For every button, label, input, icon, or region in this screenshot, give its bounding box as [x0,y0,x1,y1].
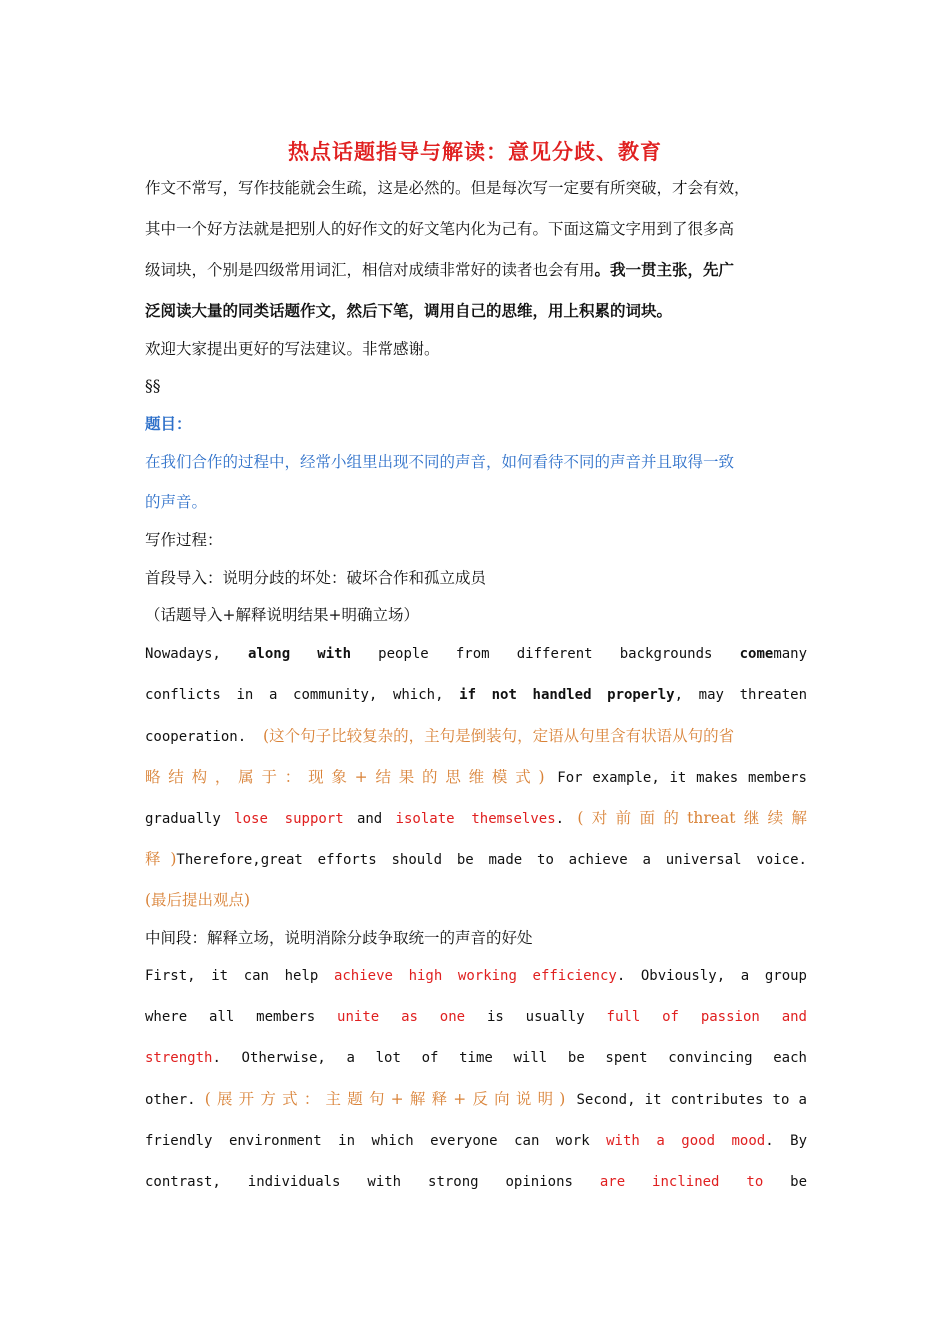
intro-line-3-text: 级词块，个别是四级常用词汇，相信对成绩非常好的读者也会有用 [145,261,595,279]
come-many [740,646,807,662]
word: and [356,811,383,827]
word: Nowadays, [145,646,221,662]
topic-label: 题目： [145,414,192,433]
word-highlight: mood [731,1133,766,1149]
para2-line-2 [145,1006,807,1028]
word: can [514,1133,540,1149]
word-highlight: as [401,1009,418,1025]
word: will [513,1050,548,1066]
word: a [268,687,278,703]
word: people [378,646,429,662]
word: a [798,1092,807,1108]
word: it [669,770,687,786]
word: For [557,770,583,786]
word: be [790,1174,808,1190]
word: gradually [145,811,221,827]
word: . Obviously, [616,968,726,984]
word: threaten [739,687,807,703]
word-highlight: to [746,1174,764,1190]
section-mark: §§ [145,377,161,395]
word: group [764,968,807,984]
word: different [516,646,593,662]
intro-line-4: 泛阅读大量的同类话题作文，然后下笔，调用自己的思维，用上积累的词块。 [145,301,673,320]
isolate-phrase [396,811,565,827]
word: may [698,687,724,703]
para1-line-6 [145,848,807,871]
word-highlight: with [606,1133,640,1149]
word: efforts [317,852,377,868]
para2-line-6 [145,1171,807,1193]
word: from [455,646,490,662]
word: to [772,1092,790,1108]
para2-heading: 中间段：解释立场，说明消除分歧争取统一的声音的好处 [145,929,533,947]
intro-line-5: 欢迎大家提出更好的写法建议。非常感谢。 [145,340,440,358]
word: to [537,852,554,868]
word: it [644,1092,662,1108]
word: makes [696,770,739,786]
word: should [391,852,443,868]
word: contrast, [145,1174,221,1190]
annotation-note: 释) [145,850,177,868]
para2-line-4 [145,1088,807,1111]
word: . By [765,1133,807,1149]
word: opinions [505,1174,573,1190]
topic-line-2: 的声音。 [145,493,208,511]
word-highlight: one [439,1009,466,1025]
intro-line-1: 作文不常写，写作技能就会生疏，这是必然的。但是每次写一定要有所突破，才会有效， [145,179,750,197]
annotation-note: (展开方式：主题句+解释+反向说明) [204,1090,568,1108]
word-highlight: a [656,1133,665,1149]
word: example, [592,770,660,786]
word-highlight: unite [337,1009,380,1025]
punct: . [555,811,565,827]
word: a [642,852,651,868]
word: work [555,1133,590,1149]
phrase-highlight: lose support [234,811,344,827]
word-highlight: good [681,1133,715,1149]
word: where [145,1009,188,1025]
word: . Otherwise, [212,1050,326,1066]
para1-line-3 [145,725,807,748]
word-highlight: full [606,1009,641,1025]
word: contributes [670,1092,764,1108]
word: in [236,687,254,703]
word: individuals [247,1174,341,1190]
word: of [421,1050,439,1066]
word: environment [228,1133,322,1149]
word: made [488,852,523,868]
word: usually [525,1009,585,1025]
word: conflicts [145,687,221,703]
para1-structure: （话题导入+解释说明结果+明确立场） [145,606,419,624]
word: in [338,1133,356,1149]
topic-line-1: 在我们合作的过程中，经常小组里出现不同的声音，如何看待不同的声音并且取得一致 [145,453,735,471]
para2-line-3 [145,1047,807,1069]
para1-note-3: (最后提出观点) [145,891,251,909]
word: can [243,968,269,984]
para2-line-1 [145,965,807,987]
word-highlight: passion [700,1009,760,1025]
word-highlight: strength [145,1050,213,1066]
if-not-handled [459,687,683,703]
word: community, [293,687,378,703]
word: other. [145,1092,196,1108]
word-highlight: and [781,1009,807,1025]
para1-heading: 首段导入：说明分歧的坏处：破坏合作和孤立成员 [145,569,487,587]
word: achieve [568,852,628,868]
word: convincing [668,1050,753,1066]
intro-line-3 [145,259,807,281]
annotation-note: (这个句子比较复杂的，主句是倒装句，定语从句里含有状语从句的省 [263,727,735,745]
word-highlight: are [599,1174,626,1190]
mood-phrase [732,1133,808,1149]
therefore-phrase [145,850,303,868]
word: cooperation. [145,729,247,745]
word: which [371,1133,414,1149]
word: many [773,646,808,662]
word: it [211,968,229,984]
word: all [209,1009,235,1025]
word: a [346,1050,355,1066]
word: help [284,968,319,984]
intro-line-2: 其中一个好方法就是把别人的好作文的好文笔内化为己有。下面这篇文字用到了很多高 [145,220,735,238]
word: which, [392,687,444,703]
word: lot [375,1050,401,1066]
word: friendly [145,1133,213,1149]
word-bold: along [248,646,291,662]
annotation-note: 略结构，属于：现象+结果的思维模式) [145,768,548,786]
phrase-bold: if not handled properly [459,687,675,703]
annotation-note: (对前面的threat继续解 [577,809,808,827]
para1-line-2 [145,684,807,706]
word-bold: come [739,646,774,662]
phrase-highlight: isolate themselves [395,811,556,827]
word: is [486,1009,504,1025]
word-highlight: of [662,1009,679,1025]
word-highlight: inclined [652,1174,720,1190]
strength-phrase [145,1050,326,1066]
page-title: 热点话题指导与解读：意见分歧、教育 [288,140,662,164]
phrase-highlight: achieve high working efficiency [333,968,617,984]
process-label: 写作过程： [145,531,223,549]
word: First, [145,968,196,984]
efficiency-phrase [334,968,725,984]
word: Second, [576,1092,636,1108]
punct: , [674,687,684,703]
word-bold: with [317,646,352,662]
word: time [459,1050,493,1066]
word: universal [665,852,742,868]
para1-line-4 [145,766,807,789]
word: members [256,1009,316,1025]
word: voice. [756,852,807,868]
word: a [740,968,750,984]
para1-line-1 [145,643,807,665]
para2-line-5 [145,1130,807,1152]
word: strong [428,1174,479,1190]
intro-line-3-bold: 。我一贯主张，先广 [594,260,735,279]
word: everyone [430,1133,498,1149]
para1-line-5 [145,807,807,830]
word: be [456,852,474,868]
word: backgrounds [619,646,713,662]
word: Therefore,great [176,852,303,868]
word: spent [605,1050,648,1066]
word: be [567,1050,585,1066]
word: with [367,1174,402,1190]
word: members [747,770,807,786]
word: each [773,1050,807,1066]
